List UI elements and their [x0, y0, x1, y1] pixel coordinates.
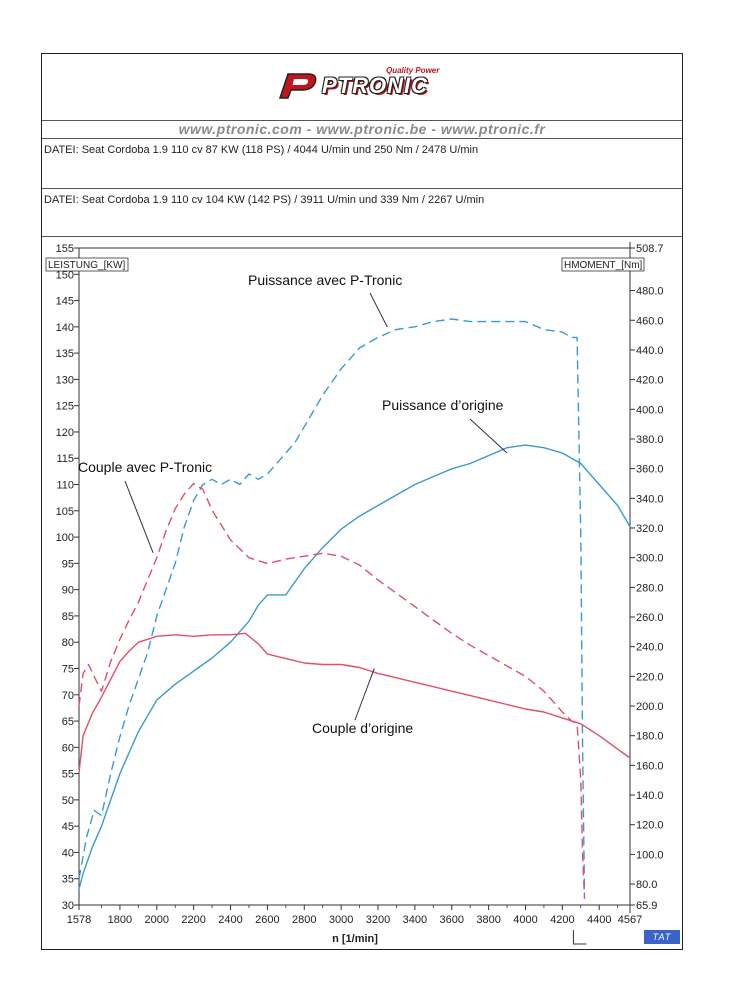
annotation-label: Couple avec P-Tronic: [78, 459, 213, 475]
right-tick-label: 300.0: [636, 552, 664, 565]
left-tick-label: 60: [61, 742, 74, 755]
logo-wordmark: PTRONIC: [322, 73, 428, 98]
right-tick-label: 80.0: [636, 879, 658, 892]
x-tick-label: 4567: [617, 914, 643, 926]
left-tick-label: 110: [56, 479, 74, 492]
torque-tuned-line: [79, 484, 585, 899]
left-tick-label: 125: [55, 400, 74, 413]
x-tick-label: 2600: [255, 914, 280, 926]
annotation-pointer: [370, 293, 387, 327]
x-tick-label: 4200: [550, 914, 575, 926]
annotation-label: Puissance avec P-Tronic: [248, 272, 403, 288]
left-tick-label: 130: [55, 374, 74, 387]
right-tick-label: 220.0: [636, 671, 664, 684]
right-tick-label: 340.0: [636, 493, 664, 506]
right-tick-label: 440.0: [636, 344, 664, 357]
left-tick-label: 155: [55, 243, 74, 255]
right-tick-label: 160.0: [636, 760, 664, 773]
annotation-pointer: [125, 481, 153, 553]
right-tick-label: 65.9: [636, 900, 658, 912]
left-tick-label: 115: [56, 453, 74, 466]
right-axis-title: HMOMENT_[Nm]: [564, 260, 643, 271]
x-tick-label: 3400: [402, 914, 428, 926]
left-tick-label: 40: [61, 847, 74, 860]
file-info-tuned: DATEI: Seat Cordoba 1.9 110 cv 104 KW (142 PS) / 3911 U/min und 339 Nm / 2267 U/min: [44, 194, 485, 206]
right-tick-label: 180.0: [636, 730, 664, 743]
left-tick-label: 95: [61, 558, 74, 571]
left-tick-label: 100: [55, 532, 74, 545]
left-tick-label: 65: [61, 716, 74, 729]
left-tick-label: 145: [55, 295, 74, 308]
right-tick-label: 400.0: [636, 404, 664, 417]
right-tick-label: 280.0: [636, 582, 664, 595]
x-tick-label: 2400: [218, 914, 243, 926]
x-tick-label: 3600: [439, 914, 464, 926]
right-tick-label: 360.0: [636, 463, 664, 476]
left-tick-label: 35: [61, 873, 74, 886]
tat-badge: TAT: [644, 930, 680, 944]
right-tick-label: 200.0: [636, 701, 664, 714]
right-tick-label: 508.7: [636, 243, 664, 255]
right-tick-label: 460.0: [636, 315, 664, 328]
left-tick-label: 120: [55, 426, 74, 439]
x-tick-label: 2200: [181, 914, 206, 926]
left-tick-label: 90: [61, 584, 74, 597]
right-tick-label: 320.0: [636, 522, 664, 535]
x-tick-label: 4000: [513, 914, 538, 926]
left-axis-title: LEISTUNG_[KW]: [48, 260, 126, 271]
left-tick-label: 75: [61, 663, 74, 676]
left-tick-label: 135: [55, 348, 74, 361]
right-tick-label: 480.0: [636, 285, 664, 298]
left-tick-label: 85: [61, 610, 74, 623]
left-tick-label: 55: [61, 768, 74, 781]
annotation-label: Puissance d’origine: [382, 397, 504, 413]
annotation-pointer: [470, 419, 507, 453]
right-tick-label: 140.0: [636, 790, 664, 803]
left-tick-label: 80: [61, 637, 74, 650]
left-tick-label: 30: [61, 900, 74, 912]
left-tick-label: 140: [55, 321, 74, 334]
right-tick-label: 420.0: [636, 374, 664, 387]
right-tick-label: 120.0: [636, 819, 664, 832]
logo-tagline: Quality Power: [386, 66, 440, 75]
torque-original-line: [79, 633, 630, 773]
left-tick-label: 105: [55, 505, 74, 518]
annotation-pointer: [355, 668, 374, 720]
left-tick-label: 70: [61, 689, 74, 702]
power-tuned-line: [79, 319, 585, 895]
annotation-label: Couple d’origine: [312, 720, 414, 736]
left-tick-label: 150: [55, 269, 74, 282]
x-tick-label: 3200: [365, 914, 391, 926]
x-tick-label: 3000: [328, 914, 354, 926]
right-tick-label: 100.0: [636, 849, 664, 862]
rpm-marker: [573, 930, 586, 944]
right-tick-label: 260.0: [636, 612, 664, 625]
x-axis-title: n [1/min]: [332, 933, 378, 945]
x-tick-label: 2000: [144, 914, 170, 926]
right-tick-label: 380.0: [636, 433, 664, 446]
file-info-original: DATEI: Seat Cordoba 1.9 110 cv 87 KW (118 PS) / 4044 U/min und 250 Nm / 2478 U/min: [44, 144, 479, 156]
x-tick-label: 1800: [107, 914, 133, 926]
right-tick-label: 240.0: [636, 641, 664, 654]
x-tick-label: 2800: [292, 914, 317, 926]
x-tick-label: 4400: [586, 914, 612, 926]
plot-frame: [79, 248, 630, 905]
website-list: www.ptronic.com - www.ptronic.be - www.ptronic.fr: [42, 120, 682, 139]
left-tick-label: 50: [61, 794, 74, 807]
x-tick-label: 3800: [476, 914, 501, 926]
x-tick-label: 1578: [66, 914, 92, 926]
left-tick-label: 45: [61, 821, 74, 834]
